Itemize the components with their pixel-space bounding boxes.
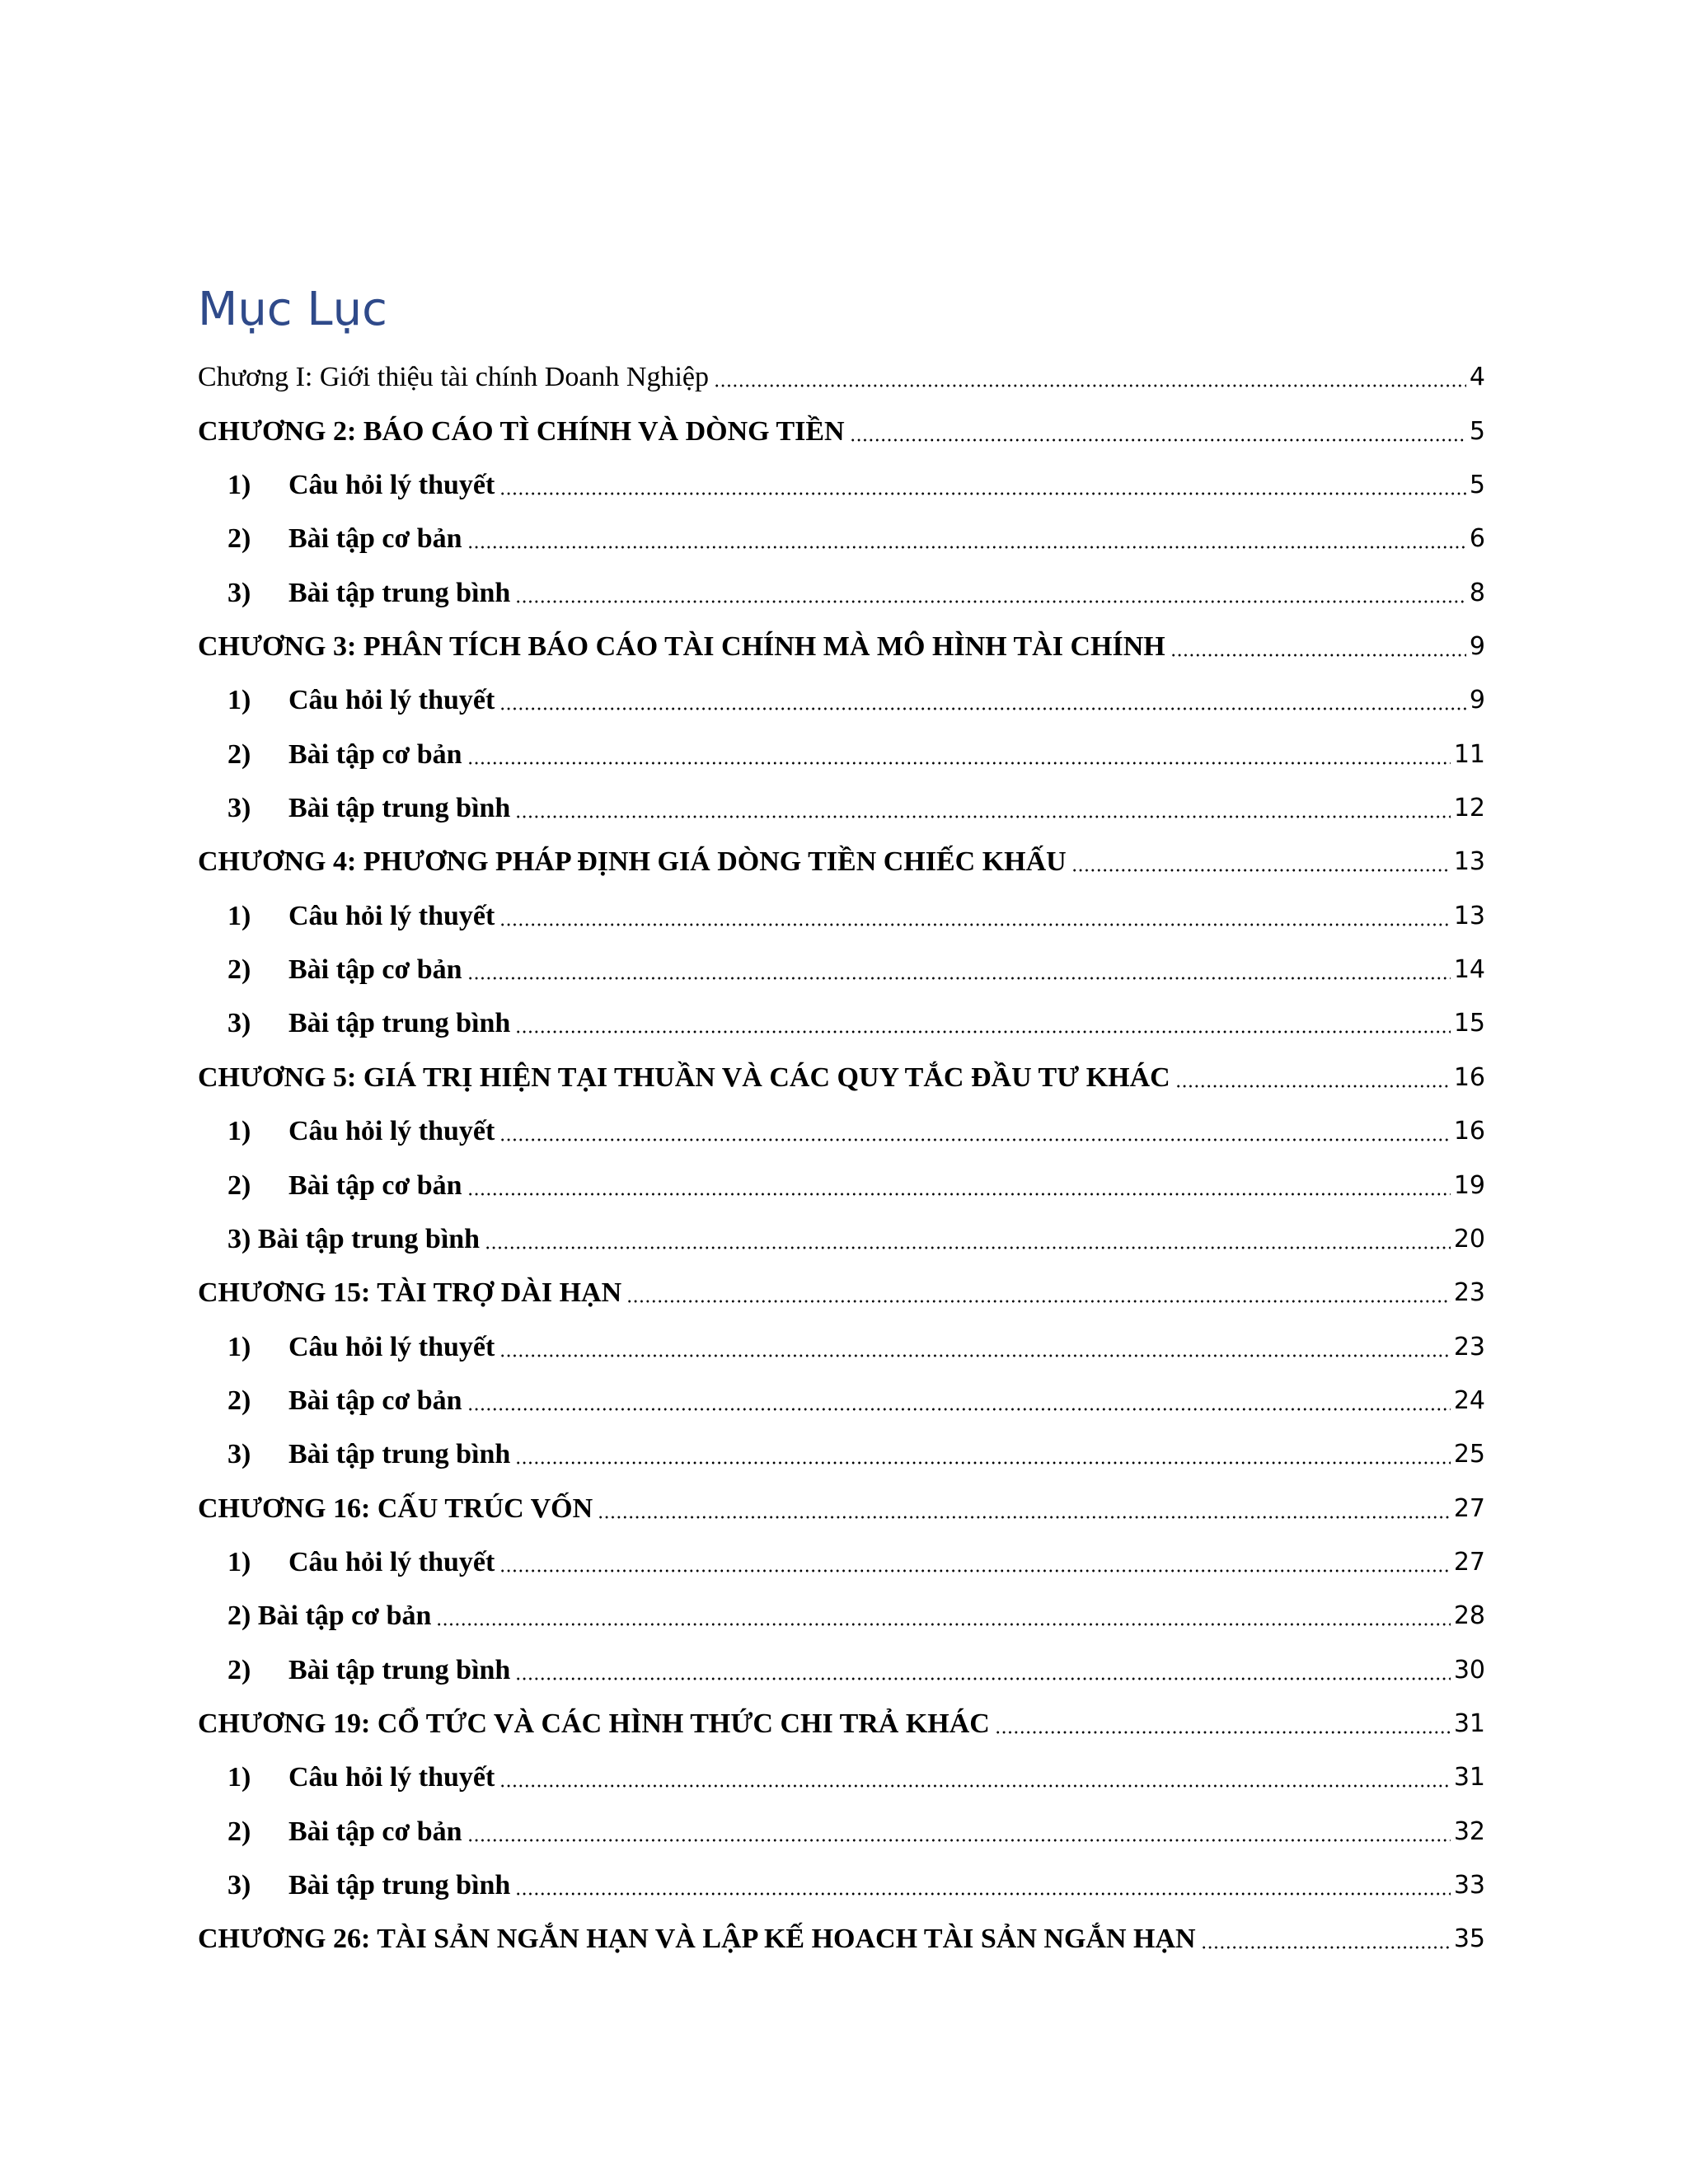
toc-entry-number: 2) [227,1654,251,1685]
toc-entry-text [198,1060,1170,1096]
toc-entry-number: 1) [227,1546,251,1577]
toc-entry-label: CHƯƠNG 4: PHƯƠNG PHÁP ĐỊNH GIÁ DÒNG TIỀN CHIẾC KHẤU [198,846,1067,878]
toc-chapter-entry[interactable] [198,1473,1485,1526]
dot-leader [467,740,1451,765]
toc-entry-number: 1) [227,470,251,501]
toc-page-number: 27 [1453,1493,1485,1523]
toc-entry-text [198,1652,510,1689]
dot-leader [598,1494,1451,1519]
dot-leader [499,1548,1450,1572]
toc-entry-number: 3) [227,1008,251,1039]
toc-entry-label: Bài tập cơ bản [288,523,462,555]
toc-entry-label: CHƯƠNG 3: PHÂN TÍCH BÁO CÁO TÀI CHÍNH MÀ MÔ HÌNH TÀI CHÍNH [198,631,1165,663]
dot-leader [995,1709,1451,1734]
toc-page-number: 32 [1453,1816,1485,1846]
toc-entry-text [198,898,495,935]
toc-entry-text [198,1329,495,1366]
toc-page-number: 35 [1453,1924,1485,1954]
dot-leader [467,1386,1451,1411]
toc-entry-text [198,629,1165,665]
dot-leader [515,794,1451,818]
toc-entry-text [198,952,462,988]
toc-section-entry[interactable] [198,1366,1485,1419]
dot-leader [1175,1063,1451,1088]
toc-entry-number: 2) [227,1816,251,1847]
toc-chapter-entry[interactable] [198,1689,1485,1742]
toc-section-entry[interactable] [198,935,1485,988]
toc-entry-label: Bài tập cơ bản [288,1385,462,1416]
toc-entry-text [198,1383,462,1419]
dot-leader [499,686,1466,710]
toc-page-number: 9 [1469,686,1485,715]
toc-chapter-entry[interactable] [198,612,1485,665]
toc-page-number: 14 [1453,955,1485,985]
toc-section-entry[interactable] [198,1419,1485,1473]
toc-page-number: 24 [1453,1385,1485,1415]
dot-leader [499,902,1450,926]
toc-chapter-entry[interactable] [198,827,1485,880]
toc-entry-label: Bài tập trung bình [288,793,511,824]
toc-entry-number: 2) [227,523,251,555]
toc-entry-text [198,521,462,557]
toc-page-number: 30 [1453,1655,1485,1685]
toc-entry-number: 2) [227,954,251,986]
toc-entry-label: Bài tập trung bình [288,1654,511,1685]
toc-entry-label: Câu hỏi lý thuyết [288,1546,495,1577]
toc-section-entry[interactable] [198,1850,1485,1904]
toc-section-entry[interactable] [198,1742,1485,1796]
toc-chapter-entry[interactable] [198,1904,1485,1957]
toc-entry-text [198,1706,990,1742]
toc-entry-number: 1) [227,1762,251,1793]
toc-list [198,342,1485,1957]
toc-entry-number: 3) [227,793,251,824]
toc-entry-number: 3) [227,1869,251,1900]
toc-entry-number: 2) [227,1169,251,1201]
toc-entry-label: Câu hỏi lý thuyết [288,470,495,501]
toc-page-number: 27 [1453,1547,1485,1577]
toc-entry[interactable] [198,342,1485,396]
toc-entry-label: Bài tập cơ bản [288,1816,462,1847]
toc-entry-label: 3) Bài tập trung bình [227,1223,481,1254]
toc-page-number: 28 [1453,1601,1485,1631]
toc-title: Mục Lục [198,283,387,336]
toc-entry-text [198,1760,495,1796]
toc-page-number: 12 [1453,794,1485,823]
toc-section-entry[interactable] [198,450,1485,504]
dot-leader [485,1225,1451,1249]
toc-entry-label: Bài tập trung bình [288,1439,511,1470]
dot-leader [467,524,1466,549]
dot-leader [499,1117,1450,1141]
toc-page-number: 31 [1453,1708,1485,1738]
toc-page-number: 13 [1453,901,1485,930]
toc-page-number: 5 [1469,416,1485,446]
toc-page-number: 23 [1453,1278,1485,1308]
toc-entry-label: Bài tập cơ bản [288,1169,462,1201]
toc-entry-label: Câu hỏi lý thuyết [288,1331,495,1362]
toc-page-number: 19 [1453,1170,1485,1200]
toc-page-number: 11 [1453,739,1485,769]
toc-entry-label: CHƯƠNG 16: CẤU TRÚC VỐN [198,1493,593,1524]
toc-entry-label: Câu hỏi lý thuyết [288,1116,495,1147]
toc-section-entry[interactable] [198,1796,1485,1849]
toc-entry-label: Câu hỏi lý thuyết [288,900,495,931]
toc-section-entry[interactable] [198,1581,1485,1634]
toc-entry-number: 1) [227,685,251,716]
toc-entry-label: 2) Bài tập cơ bản [227,1601,432,1632]
dot-leader [515,579,1466,603]
toc-entry-text [198,790,510,827]
toc-entry-text [198,844,1067,880]
toc-entry-text [198,737,462,773]
toc-entry-label: Bài tập trung bình [288,577,511,608]
toc-page-number: 4 [1469,363,1485,392]
toc-entry-text [198,1436,510,1473]
toc-entry-text [198,1814,462,1850]
toc-section-entry[interactable] [198,773,1485,827]
toc-section-entry[interactable] [198,1311,1485,1365]
toc-entry-label: Câu hỏi lý thuyết [288,1762,495,1793]
toc-entry-number: 1) [227,1116,251,1147]
dot-leader [1201,1924,1451,1949]
dot-leader [1071,847,1451,872]
toc-section-entry[interactable] [198,880,1485,934]
toc-entry-label: CHƯƠNG 5: GIÁ TRỊ HIỆN TẠI THUẦN VÀ CÁC QUY TẮC ĐẦU TƯ KHÁC [198,1062,1170,1093]
dot-leader [467,1171,1451,1196]
toc-section-entry[interactable] [198,504,1485,557]
toc-section-entry[interactable] [198,719,1485,772]
toc-entry-text [198,359,709,396]
toc-entry-label: Bài tập trung bình [288,1869,511,1900]
toc-chapter-entry[interactable] [198,1042,1485,1095]
toc-entry-text [198,1275,621,1311]
toc-entry-text [198,1491,593,1527]
toc-section-entry[interactable] [198,557,1485,611]
toc-entry-label: CHƯƠNG 19: CỔ TỨC VÀ CÁC HÌNH THỨC CHI TRẢ KHÁC [198,1708,990,1739]
dot-leader [467,955,1451,980]
dot-leader [1170,632,1466,657]
toc-page-number: 8 [1469,578,1485,607]
dot-leader [515,1656,1451,1680]
toc-entry-label: CHƯƠNG 15: TÀI TRỢ DÀI HẠN [198,1277,622,1309]
toc-entry-text [198,1868,510,1904]
toc-entry-number: 2) [227,1385,251,1416]
toc-page-number: 13 [1453,847,1485,877]
toc-page-number: 16 [1453,1062,1485,1092]
toc-entry-text [198,1921,1196,1957]
toc-entry-text [198,467,495,504]
toc-page-number: 16 [1453,1117,1485,1146]
toc-entry-text [198,1168,462,1204]
dot-leader [467,1817,1451,1842]
toc-page-number: 25 [1453,1440,1485,1469]
dot-leader [515,1440,1451,1465]
toc-entry-label: CHƯƠNG 26: TÀI SẢN NGẮN HẠN VÀ LẬP KẾ HOACH TÀI SẢN NGẮN HẠN [198,1924,1196,1955]
dot-leader [499,471,1466,495]
toc-entry-label: CHƯƠNG 2: BÁO CÁO TÌ CHÍNH VÀ DÒNG TIỀN [198,415,845,447]
toc-entry-text [198,1005,510,1042]
toc-section-entry[interactable] [198,988,1485,1042]
toc-chapter-entry[interactable] [198,1258,1485,1311]
toc-entry-text [198,1598,431,1634]
toc-entry-number: 3) [227,577,251,608]
toc-page-number: 6 [1469,524,1485,554]
toc-entry-text [198,414,845,450]
toc-section-entry[interactable] [198,1527,1485,1581]
toc-entry-number: 2) [227,738,251,770]
dot-leader [714,363,1466,387]
toc-page-number: 33 [1453,1870,1485,1900]
toc-entry-text [198,682,495,719]
toc-page-number: 20 [1453,1224,1485,1254]
dot-leader [515,1871,1451,1896]
toc-section-entry[interactable] [198,1204,1485,1258]
dot-leader [850,417,1466,442]
toc-entry-label: Câu hỏi lý thuyết [288,685,495,716]
toc-page-number: 31 [1453,1763,1485,1793]
toc-page-number: 9 [1469,632,1485,662]
dot-leader [626,1278,1451,1303]
toc-page-number: 5 [1469,471,1485,500]
toc-entry-text [198,1113,495,1150]
toc-section-entry[interactable] [198,1634,1485,1688]
toc-entry-text [198,1221,480,1258]
toc-entry-number: 1) [227,1331,251,1362]
toc-entry-label: Bài tập cơ bản [288,954,462,986]
toc-entry-label: Chương I: Giới thiệu tài chính Doanh Nghiệp [198,362,710,393]
dot-leader [499,1333,1450,1357]
toc-entry-number: 1) [227,900,251,931]
dot-leader [436,1601,1450,1626]
toc-section-entry[interactable] [198,665,1485,719]
toc-entry-text [198,575,510,612]
toc-entry-number: 3) [227,1439,251,1470]
toc-entry-text [198,1544,495,1581]
dot-leader [515,1009,1451,1033]
toc-chapter-entry[interactable] [198,396,1485,449]
toc-section-entry[interactable] [198,1096,1485,1150]
toc-page-number: 15 [1453,1009,1485,1038]
toc-entry-label: Bài tập trung bình [288,1008,511,1039]
toc-page-number: 23 [1453,1332,1485,1361]
toc-section-entry[interactable] [198,1150,1485,1203]
dot-leader [499,1763,1450,1788]
toc-entry-label: Bài tập cơ bản [288,738,462,770]
